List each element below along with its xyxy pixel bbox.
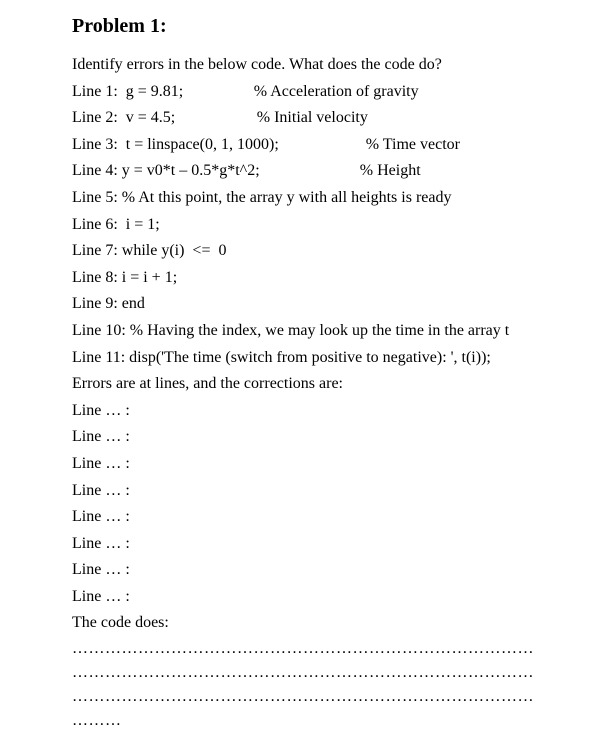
answer-blank-line[interactable]: Line … : bbox=[72, 401, 130, 419]
line-label: Line 4: bbox=[72, 162, 118, 180]
line-comment: % Acceleration of gravity bbox=[253, 82, 419, 100]
line-code: i = 1; bbox=[125, 215, 160, 233]
line-comment: % Time vector bbox=[365, 135, 460, 153]
answer-blank-line[interactable]: Line … : bbox=[72, 587, 130, 605]
code-line-9 bbox=[72, 291, 572, 318]
code-line-6 bbox=[72, 212, 572, 239]
code-line-3 bbox=[72, 132, 572, 159]
line-code: y = v0*t – 0.5*g*t^2; bbox=[121, 162, 260, 180]
answer-blank-line[interactable]: Line … : bbox=[72, 481, 130, 499]
answer-blank-line[interactable]: Line … : bbox=[72, 561, 130, 579]
line-label: Line 1: bbox=[72, 82, 118, 100]
answer-dotted-line[interactable]: ………………………………………………………………………… bbox=[72, 688, 534, 706]
code-line-11 bbox=[72, 345, 572, 372]
line-label: Line 6: bbox=[72, 215, 118, 233]
intro-text: Identify errors in the below code. What does the code do? bbox=[72, 56, 442, 73]
line-label: Line 10: bbox=[72, 321, 126, 339]
code-line-2 bbox=[72, 105, 572, 132]
problem-page bbox=[72, 14, 572, 733]
line-comment: % Height bbox=[359, 162, 421, 180]
code-line-8 bbox=[72, 265, 572, 292]
line-label: Line 9: bbox=[72, 295, 118, 313]
line-label: Line 7: bbox=[72, 242, 118, 260]
line-label: Line 2: bbox=[72, 109, 118, 127]
errors-heading: Errors are at lines, and the corrections are: bbox=[72, 375, 343, 393]
line-code: v = 4.5; bbox=[125, 109, 176, 127]
code-line-5 bbox=[72, 185, 572, 212]
line-code: i = i + 1; bbox=[121, 268, 178, 286]
answer-blank-line[interactable]: Line … : bbox=[72, 534, 130, 552]
code-does-label: The code does: bbox=[72, 614, 169, 632]
line-code: % At this point, the array y with all heights is ready bbox=[121, 188, 452, 206]
line-label: Line 8: bbox=[72, 268, 118, 286]
line-code: t = linspace(0, 1, 1000); bbox=[125, 135, 279, 153]
answer-dotted-line[interactable]: ………………………………………………………………………… bbox=[72, 664, 534, 682]
line-code: g = 9.81; bbox=[125, 82, 184, 100]
answer-blank-line[interactable]: Line … : bbox=[72, 508, 130, 526]
problem-title: Problem 1: bbox=[72, 15, 167, 37]
code-line-4 bbox=[72, 158, 572, 185]
answer-dotted-line-short[interactable]: ……… bbox=[72, 712, 122, 730]
line-code: disp('The time (switch from positive to negative): ', t(i)); bbox=[129, 348, 491, 366]
line-label: Line 3: bbox=[72, 135, 118, 153]
line-label: Line 5: bbox=[72, 188, 118, 206]
code-line-1 bbox=[72, 79, 572, 106]
code-line-10 bbox=[72, 318, 572, 345]
line-code: end bbox=[121, 295, 145, 313]
code-line-7 bbox=[72, 238, 572, 265]
line-label: Line 11: bbox=[72, 348, 126, 366]
answer-blank-line[interactable]: Line … : bbox=[72, 428, 130, 446]
line-comment: % Initial velocity bbox=[256, 109, 368, 127]
answer-dotted-line[interactable]: ………………………………………………………………………… bbox=[72, 640, 534, 658]
line-code: % Having the index, we may look up the time in the array t bbox=[129, 321, 510, 339]
line-code: while y(i) <= 0 bbox=[121, 242, 227, 260]
answer-blank-line[interactable]: Line … : bbox=[72, 454, 130, 472]
